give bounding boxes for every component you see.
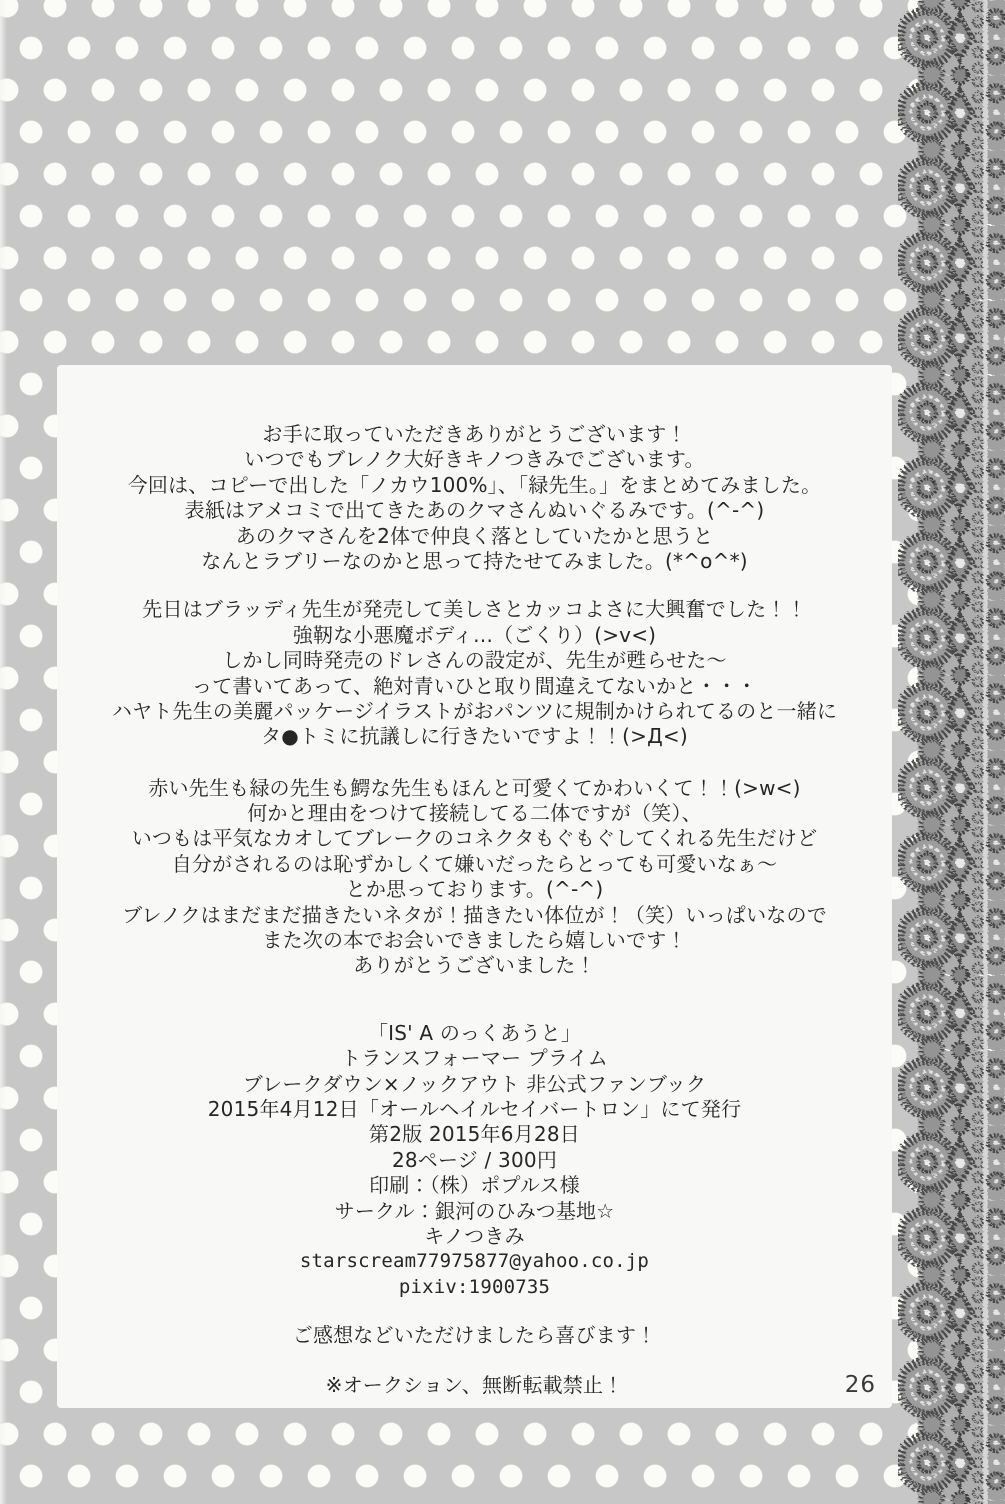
text-line: ハヤト先生の美麗パッケージイラストがおパンツに規制かけられてるのと一緒に — [111, 698, 838, 723]
news-paragraph — [57, 597, 892, 749]
text-line: なんとラブリーなのかと思って持たせてみました。(*^o^*) — [201, 548, 748, 573]
feedback-line: ご感想などいただけましたら喜びます！ — [292, 1323, 657, 1348]
text-line: 第2版 2015年6月28日 — [369, 1122, 580, 1147]
lace-border-decoration — [898, 0, 1005, 1504]
text-line: 赤い先生も緑の先生も鰐な先生もほんと可愛くてかわいくて！！(>w<) — [148, 775, 801, 800]
feelings-paragraph — [57, 776, 892, 979]
text-line: また次の本でお会いできましたら嬉しいです！ — [262, 928, 687, 953]
text-line: しかし同時発売のドレさんの設定が、先生が甦らせた～ — [222, 648, 727, 673]
no-reproduction-notice: ※オークション、無断転載禁止！ — [325, 1372, 624, 1397]
text-line: ありがとうございました！ — [353, 953, 596, 978]
text-line: pixiv:1900735 — [398, 1275, 551, 1298]
text-line: って書いてあって、絶対青いひと取り間違えてないかと・・・ — [192, 673, 757, 698]
greeting-paragraph — [57, 422, 892, 574]
text-line: 自分がされるのは恥ずかしくて嫌いだったらとっても可愛いなぁ～ — [171, 851, 778, 876]
text-line: 2015年4月12日「オールヘイルセイバートロン」にて発行 — [207, 1096, 742, 1121]
afterword-panel — [57, 365, 892, 1408]
text-line: 何かと理由をつけて接続してる二体ですが（笑）、 — [247, 801, 702, 826]
scan-edge-artifact — [0, 0, 7, 1504]
text-line: ブレークダウン×ノックアウト 非公式ファンブック — [242, 1071, 707, 1096]
text-line: いつでもブレノク大好きキノつきみでございます。 — [244, 447, 705, 472]
text-line: 28ページ / 300円 — [391, 1147, 558, 1172]
text-line: いつもは平気なカオしてブレークのコネクタもぐもぐしてくれる先生だけど — [131, 826, 818, 851]
text-line: 「IS' A のっくあうと」 — [367, 1020, 582, 1045]
text-line: とか思っております。(^-^) — [345, 877, 604, 902]
contact-block — [57, 1249, 892, 1300]
text-line: starscream77975877@yahoo.co.jp — [299, 1250, 650, 1273]
text-line: タ●トミに抗議しに行きたいですよ！！(>Д<) — [261, 724, 688, 749]
text-line: 表紙はアメコミで出てきたあのクマさんぬいぐるみです。(^-^) — [184, 498, 765, 523]
colophon-block — [57, 1021, 892, 1250]
text-line: 今回は、コピーで出した「ノカウ100%」、「緑先生。」をまとめてみました。 — [127, 472, 822, 497]
text-line: 印刷：（株）ポプルス様 — [369, 1173, 580, 1198]
text-line: お手に取っていただきありがとうございます！ — [262, 422, 687, 446]
text-line: サークル：銀河のひみつ基地☆ — [334, 1198, 615, 1223]
text-line: ブレノクはまだまだ描きたいネタが！描きたい体位が！（笑）いっぱいなので — [122, 902, 827, 927]
text-line: あのクマさんを2体で仲良く落としていたかと思うと — [235, 523, 714, 548]
text-line: キノつきみ — [424, 1223, 525, 1248]
text-line: 先日はブラッディ先生が発売して美しさとカッコよさに大興奮でした！！ — [142, 597, 807, 622]
text-line: 強靭な小悪魔ボディ…（ごくり）(>v<) — [292, 622, 657, 647]
page-number: 26 — [844, 1372, 876, 1398]
text-line: トランスフォーマー プライム — [341, 1046, 608, 1071]
